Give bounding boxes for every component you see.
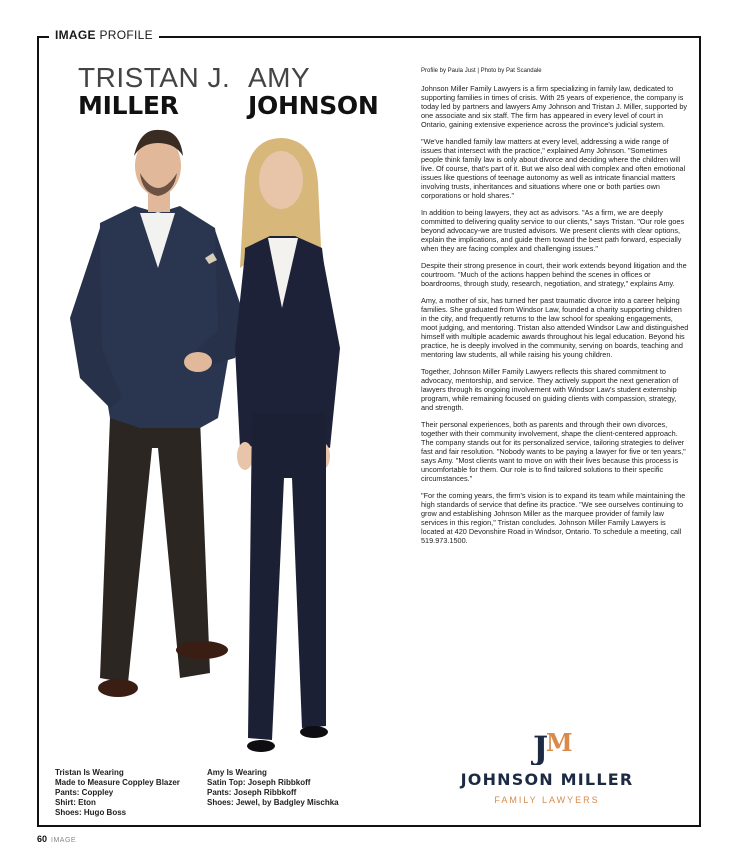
amy-first-name: AMY bbox=[248, 62, 311, 93]
page-number: 60 bbox=[37, 834, 48, 844]
article-paragraph: "We've handled family law matters at every level, addressing a wide range of issues that intersect with the practice," explained Amy Johnson. "Sometimes people think family law is only about divorce and deciding where the children will live. Of course, that's part of it. But we also deal with complex and often emotional issues like questions of teenage autonomy as well as intricate financial matters involving trusts, inheritances and situations where one or both parties own corporations or hold shares." bbox=[421, 137, 686, 200]
article-paragraph: Amy, a mother of six, has turned her past traumatic divorce into a career helping families. She graduated from Windsor Law, founded a charity supporting children in the city, and frequently returns to the law school for speaking engagements, moot judging, and mentoring. Tristan also attended Windsor Law and distinguished himself with multiple academic awards throughout his legal education. Beyond his practice, he is deeply involved in the community, serving on boards, teaching and mentoring law students, all while raising his young children. bbox=[421, 296, 689, 359]
tristan-wardrobe-credits bbox=[55, 768, 180, 818]
article-paragraph: Together, Johnson Miller Family Lawyers reflects this shared commitment to advocacy, mentorship, and service. They actively support the next generation of lawyers through its ongoing involvement with Windsor Law's student externship program, while remaining focused on guiding clients with compassion, strategy, and strength. bbox=[421, 367, 679, 412]
credit-line: Amy Is Wearing bbox=[207, 768, 267, 777]
article-paragraph: Their personal experiences, both as parents and through their own divorces, together with their community involvement, shape the client-centered approach. The company stands out for its personalized service, tailoring strategies to deliver fast and fair resolution. "Nobody wants to be paying a lawyer for five or ten years," says Amy. "Most clients want to move on with their lives because this process is uncomfortable for them. Our role is to find tailored solutions to their specific circumstances." bbox=[421, 420, 686, 483]
jm-monogram-logo bbox=[531, 723, 573, 765]
amy-wardrobe-credits bbox=[207, 768, 339, 808]
portrait-photo bbox=[40, 118, 410, 768]
credit-line: Shirt: Eton bbox=[55, 798, 96, 807]
credit-line: Satin Top: Joseph Ribbkoff bbox=[207, 778, 311, 787]
credit-line: Shoes: Jewel, by Badgley Mischka bbox=[207, 798, 339, 807]
byline: Profile by Paula Just | Photo by Pat Scandale bbox=[421, 68, 542, 74]
credit-line: Shoes: Hugo Boss bbox=[55, 808, 127, 817]
article-paragraph: Despite their strong presence in court, their work extends beyond litigation and the courtroom. "Much of the actions happen behind the scenes in offices or boardrooms, through study, research, negotiation, and strategy," explains Amy. bbox=[421, 261, 687, 288]
section-label: IMAGE PROFILE bbox=[49, 28, 159, 42]
tristan-figure bbox=[70, 130, 245, 697]
article-body bbox=[421, 84, 689, 553]
article-paragraph: "For the coming years, the firm's vision is to expand its team while maintaining the high standards of service that define its practice. "We see ourselves continuing to grow and establishing Johnson Miller as the marquee provider of family law services in this region," Tristan concludes. Johnson Miller Family Lawyers is located at 420 Devonshire Road in Windsor, Ontario. To schedule a meeting, call 519.973.1500. bbox=[421, 491, 686, 545]
credit-line: Tristan Is Wearing bbox=[55, 768, 124, 777]
firm-name: JOHNSON MILLER bbox=[460, 770, 634, 789]
credit-line: Made to Measure Coppley Blazer bbox=[55, 778, 180, 787]
svg-text:M: M bbox=[546, 728, 573, 757]
magazine-name: IMAGE bbox=[51, 837, 77, 844]
credit-line: Pants: Joseph Ribbkoff bbox=[207, 788, 297, 797]
svg-text:J: J bbox=[533, 729, 549, 765]
firm-subtitle: FAMILY LAWYERS bbox=[494, 795, 600, 805]
article-paragraph: In addition to being lawyers, they act as advisors. "As a firm, we are deeply committed to delivering quality service to our clients," says Tristan. "Our role goes beyond advocacy-we are trusted advisors. We present clients with clear options, explain the implications, and guide them toward the best path forward, especially when they are facing complex and challenging issues." bbox=[421, 208, 685, 253]
tristan-first-name: TRISTAN J. bbox=[78, 62, 231, 93]
amy-last-name: JOHNSON bbox=[248, 91, 379, 120]
article-paragraph: Johnson Miller Family Lawyers is a firm specializing in family law, dedicated to supporting families in times of crisis. With 25 years of experience, the company is today led by partners and lawyers Amy Johnson and Tristan J. Miller, supported by one associate and six staff. The firm has appeared in every level of court in Ontario, gaining extensive experience across the province's judicial system. bbox=[421, 84, 688, 129]
amy-figure bbox=[235, 138, 340, 752]
tristan-last-name: MILLER bbox=[78, 91, 179, 120]
page-folio bbox=[37, 834, 76, 844]
credit-line: Pants: Coppley bbox=[55, 788, 114, 797]
